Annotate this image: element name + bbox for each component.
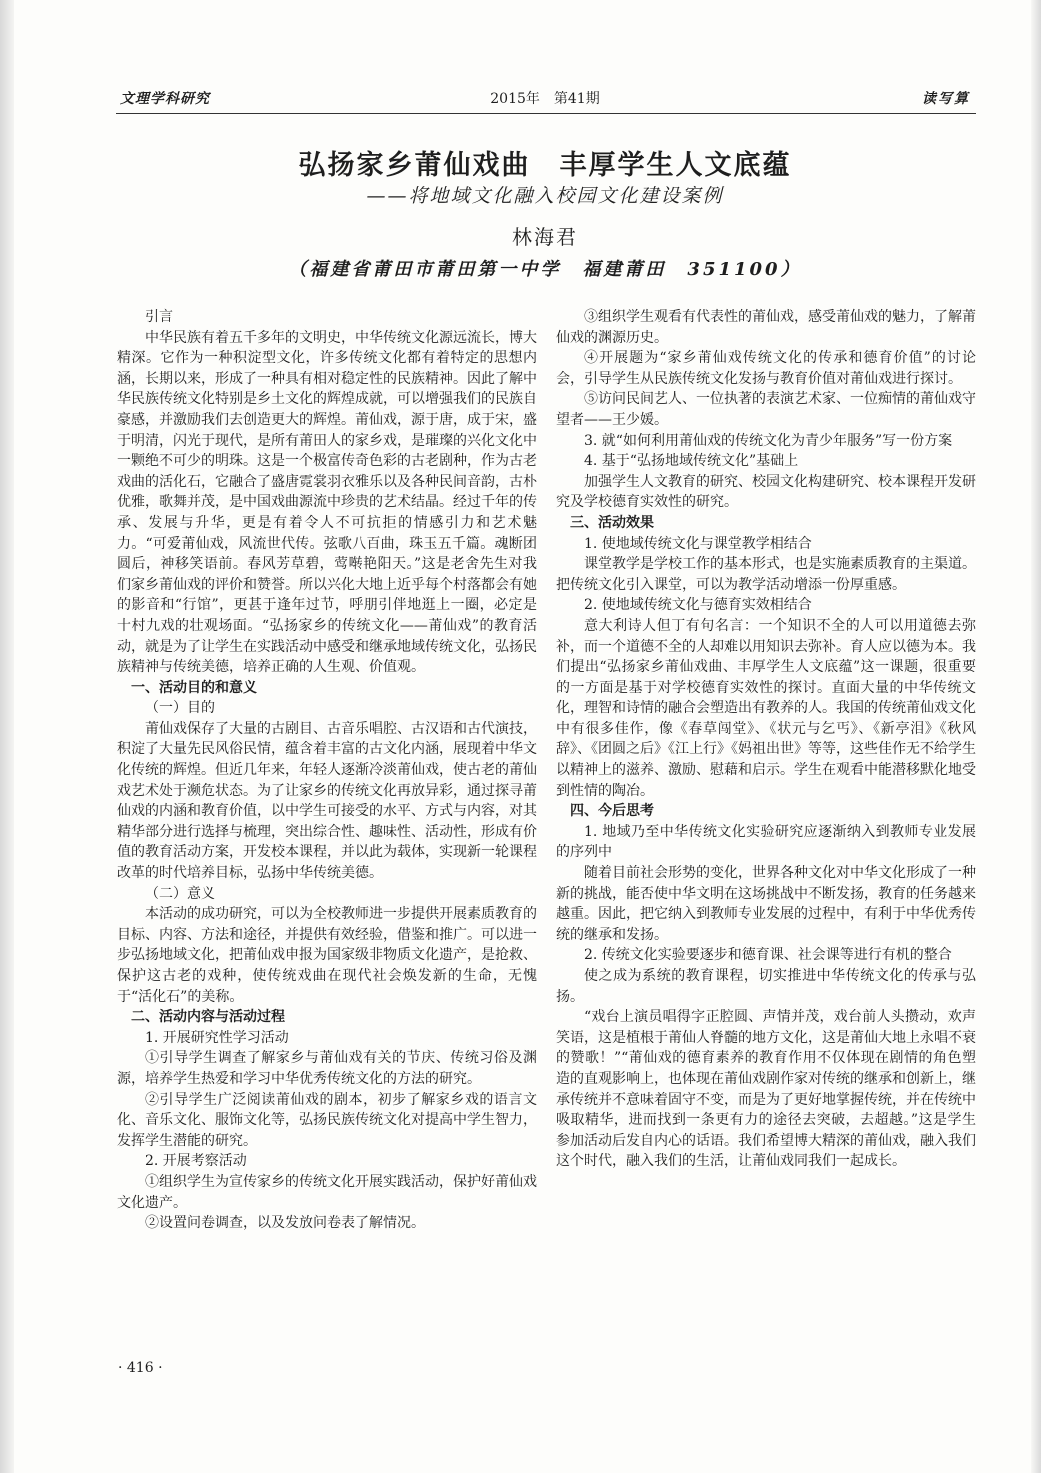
section-heading: （二）意义 — [145, 885, 215, 902]
article-subtitle: ——将地域文化融入校园文化建设案例 — [366, 185, 724, 207]
paragraph: 意大利诗人但丁有句名言：一个知识不全的人可以用道德去弥补，而一个道德不全的人却难以用知识去弥补。育人应以德为本。我们提出“弘扬家乡莆仙戏曲、丰厚学生人文底蕴”这一课题，很重要的一方面是基于对学校德育实效性的探讨。直面大量的中华传统文化，理智和诗情的融合会塑造出有教养的人。我国的传统莆仙戏文化中有很多佳作，像《春草闯堂》、《状元与乞丐》、《新亭泪》《秋风辞》、《团圆之后》《江上行》《妈祖出世》等等，这些佳作无不给学生以精神上的滋养、激励、慰藉和启示。学生在观看中能潜移默化地受到性情的陶冶。 — [556, 617, 976, 799]
journal-name: 读写算 — [922, 91, 970, 107]
journal-section: 文理学科研究 — [120, 91, 210, 107]
paragraph: ①组织学生为宣传家乡的传统文化开展实践活动，保护好莆仙戏文化遗产。 — [117, 1173, 537, 1211]
scan-edge-right — [1031, 0, 1041, 1473]
section-heading: 2. 开展考察活动 — [145, 1153, 247, 1170]
section-heading: 三、活动效果 — [570, 514, 654, 531]
section-heading: 二、活动内容与活动过程 — [131, 1009, 285, 1026]
header-rule — [116, 113, 976, 114]
scan-edge-left — [0, 0, 14, 1473]
paragraph: 使之成为系统的教育课程，切实推进中华传统文化的传承与弘扬。 — [556, 968, 976, 1005]
section-heading: （一）目的 — [145, 700, 215, 717]
article-title: 弘扬家乡莆仙戏曲 丰厚学生人文底蕴 — [298, 150, 792, 181]
paragraph: ③组织学生观看有代表性的莆仙戏，感受莆仙戏的魅力，了解莆仙戏的渊源历史。 — [556, 309, 976, 346]
paragraph: ②引导学生广泛阅读莆仙戏的剧本，初步了解家乡戏的语言文化、音乐文化、服饰文化等，弘扬民族传统文化对提高中学生智力，发挥学生潜能的研究。 — [117, 1091, 537, 1149]
paragraph: 3. 就“如何利用莆仙戏的传统文化为青少年服务”写一份方案 — [584, 432, 953, 449]
section-heading: 1. 使地域传统文化与课堂教学相结合 — [584, 535, 812, 552]
paragraph: ①引导学生调查了解家乡与莆仙戏有关的节庆、传统习俗及渊源，培养学生热爱和学习中华优秀传统文化的方法的研究。 — [117, 1050, 537, 1087]
paragraph: 1. 地域乃至中华传统文化实验研究应逐渐纳入到教师专业发展的序列中 — [556, 823, 976, 861]
paragraph: 加强学生人文教育的研究、校园文化构建研究、校本课程开发研究及学校德育实效性的研究。 — [556, 473, 976, 511]
running-head — [120, 88, 970, 112]
issue-info: 2015年 第41期 — [490, 91, 600, 107]
paragraph: 2. 传统文化实验要逐步和德育课、社会课等进行有机的整合 — [584, 947, 952, 964]
paragraph: 中华民族有着五千多年的文明史，中华传统文化源远流长，博大精深。它作为一种积淀型文化，许多传统文化都有着特定的思想内涵，长期以来，形成了一种具有相对稳定性的民族精神。因此了解中华民族传统文化特别是乡土文化的辉煌成就，可以增强我们的民族自豪感，并激励我们去创造更大的辉煌。莆仙戏，源于唐，成于宋，盛于明清，闪光于现代，是所有莆田人的家乡戏，是璀璨的兴化文化中一颗绝不可少的明珠。这是一个极富传奇色彩的古老剧种，作为古老戏曲的活化石，它融合了盛唐霓裳羽衣雅乐以及各种民间音韵，古朴优雅，歌舞并茂，是中国戏曲源流中珍贵的艺术结晶。经过千年的传承、发展与升华，更是有着令人不可抗拒的情感引力和艺术魅力。“可爱莆仙戏，风流世代传。弦歌八百曲，珠玉五千篇。魂断团圆后，神移笑语前。春风芳草碧，莺啭艳阳天。”这是老舍先生对我们家乡莆仙戏的评价和赞誉。所以兴化大地上近乎每个村落都会有她的影音和“行馆”，更甚于逢年过节，呼朋引伴地逛上一圈，必定是十村九戏的壮观场面。“弘扬家乡的传统文化——莆仙戏”的教育活动，就是为了让学生在实践活动中感受和继承地域传统文化，弘扬民族精神与传统美德，培养正确的人生观、价值观。 — [117, 329, 537, 676]
section-heading: 1. 开展研究性学习活动 — [145, 1029, 289, 1046]
right-column — [556, 307, 976, 1172]
left-column — [117, 307, 537, 1234]
section-heading: 引言 — [145, 309, 173, 325]
section-heading: 2. 使地域传统文化与德育实效相结合 — [584, 597, 812, 614]
article-author: 林海君 — [512, 225, 578, 249]
section-heading: 4. 基于“弘扬地域传统文化”基础上 — [584, 453, 799, 470]
page-number: · 416 · — [118, 1360, 163, 1376]
paragraph: 课堂教学是学校工作的基本形式，也是实施素质教育的主渠道。把传统文化引入课堂，可以为教学活动增添一份厚重感。 — [556, 556, 976, 593]
paragraph: 本活动的成功研究，可以为全校教师进一步提供开展素质教育的目标、内容、方法和途径，并提供有效经验，借鉴和推广。可以进一步弘扬地域文化，把莆仙戏申报为国家级非物质文化遗产，是抢救、保护这古老的戏种，使传统戏曲在现代社会焕发新的生命，无愧于“活化石”的美称。 — [117, 906, 537, 1005]
paragraph: 莆仙戏保存了大量的古剧目、古音乐唱腔、古汉语和古代演技，积淀了大量先民风俗民情，蕴含着丰富的古文化内涵，展现着中华文化传统的辉煌。但近几年来，年轻人逐渐冷淡莆仙戏，使古老的莆仙戏艺术处于濒危状态。为了让家乡的传统文化再放异彩，通过探寻莆仙戏的内涵和教育价值，以中学生可接受的水平、方式与内容，对其精华部分进行选择与梳理，突出综合性、趣味性、活动性，形成有价值的教育活动方案，开发校本课程，并以此为载体，实现新一轮课程改革的时代培养目标，弘扬中华传统美德。 — [117, 720, 537, 882]
paragraph: “戏台上演员唱得字正腔圆、声情并茂，戏台前人头攒动，欢声笑语，这是植根于莆仙人脊髓的地方文化，这是莆仙大地上永唱不衰的赞歌！”“莆仙戏的德育素养的教育作用不仅体现在剧情的角色塑造的直观影响上，也体现在莆仙戏剧作家对传统的继承和创新上，继承传统并不意味着固守不变，而是为了更好地掌握传统，并在传统中吸取精华，进而找到一条更有力的途径去突破，去超越。”这是学生参加活动后发自内心的话语。我们希望博大精深的莆仙戏，融入我们这个时代，融入我们的生活，让莆仙戏同我们一起成长。 — [556, 1009, 976, 1170]
paragraph: ②设置问卷调查，以及发放问卷表了解情况。 — [145, 1215, 425, 1232]
paragraph: ⑤访问民间艺人、一位执著的表演艺术家、一位痴情的莆仙戏守望者——王少媛。 — [556, 391, 976, 428]
section-heading: 四、今后思考 — [570, 803, 654, 820]
paragraph: 随着目前社会形势的变化，世界各种文化对中华文化形成了一种新的挑战，能否使中华文明在这场挑战中不断发扬，教育的任务越来越重。因此，把它纳入到教师专业发展的过程中，有利于中华优秀传统的继承和发扬。 — [556, 865, 976, 943]
paragraph: ④开展题为“家乡莆仙戏传统文化的传承和德育价值”的讨论会，引导学生从民族传统文化发扬与教育价值对莆仙戏进行探讨。 — [556, 350, 976, 387]
author-affiliation: （福建省莆田市莆田第一中学 福建莆田 351100） — [288, 259, 802, 280]
section-heading: 一、活动目的和意义 — [131, 679, 257, 696]
